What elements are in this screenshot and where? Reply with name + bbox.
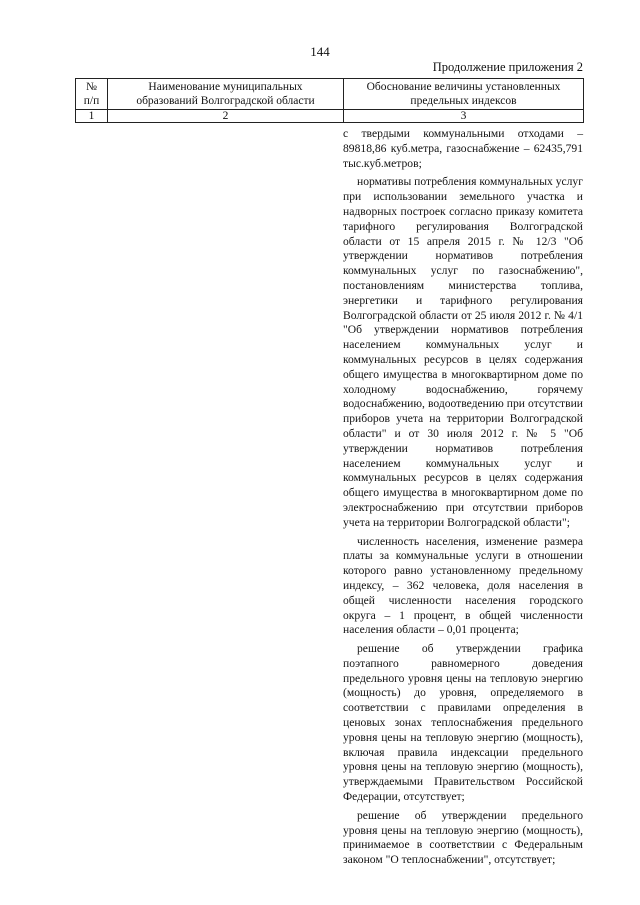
header-cell-line: образований Волгоградской области xyxy=(136,95,315,107)
appendix-continuation-note: Продолжение приложения 2 xyxy=(432,60,583,74)
paragraph: решение об утверждении графика поэтапного равномерного доведения предельного уровня цены на тепловую энергию (мощность) до уровня, определяемого в соответствии с правилами определения в ценовых зонах теплоснабжения предельного уровня цены на тепловую энергию (мощность), включая правила индексации предельного уровня цены на тепловую энергию (мощность), утверждаемыми Правительством Российской Федерации, отсутствует; xyxy=(343,642,583,804)
header-cell-line: п/п xyxy=(83,95,100,107)
header-cell-number xyxy=(76,79,108,110)
header-cell-municipality xyxy=(108,79,344,110)
header-row xyxy=(76,79,584,110)
paragraph: численность населения, изменение размера платы за коммунальные услуги в отношении которого равно установленному предельному индексу, – 362 человека, доля населения в общей численности населения городского округа – 1 процент, в общей численности населения области – 0,01 процента; xyxy=(343,534,583,637)
paragraph: с твердыми коммунальными отходами – 89818,86 куб.метра, газоснабжение – 62435,791 тыс.куб.метров; xyxy=(343,127,583,170)
column-number-row xyxy=(76,110,584,123)
header-cell-line: Наименование муниципальных xyxy=(148,81,303,93)
page-number: 144 xyxy=(310,44,330,59)
column-number-3: 3 xyxy=(344,110,584,123)
justification-text xyxy=(343,127,583,872)
paragraph: нормативы потребления коммунальных услуг при использовании земельного участка и надворных построек согласно приказу комитета тарифного регулирования Волгоградской области от 15 апреля 2015 г. № 12/3 "Об утверждении нормативов потребления коммунальных услуг по газоснабжению", постановлениям министерства топлива, энергетики и тарифного регулирования Волгоградской области от 25 июля 2012 г. № 4/1 "Об утверждении нормативов потребления населением коммунальных услуг и коммунальных ресурсов в целях содержания общего имущества в многоквартирном доме по холодному водоснабжению, горячему водоснабжению, водоотведению при отсутствии приборов учета на территории Волгоградской области" и от 30 июля 2012 г. № 5 "Об утверждении нормативов потребления населением коммунальных услуг и коммунальных ресурсов в целях содержания общего имущества в многоквартирном доме по электроснабжению при отсутствии приборов учета на территории Волгоградской области"; xyxy=(343,175,583,529)
column-number-2: 2 xyxy=(108,110,344,123)
header-cell-justification xyxy=(344,79,584,110)
header-cell-line: Обоснование величины установленных xyxy=(366,81,561,93)
header-cell-line: предельных индексов xyxy=(410,95,517,107)
column-number-1: 1 xyxy=(76,110,108,123)
paragraph: решение об утверждении предельного уровня цены на тепловую энергию (мощность), принимаемое в соответствии с Федеральным законом "О теплоснабжении", отсутствует; xyxy=(343,808,583,867)
header-cell-line: № xyxy=(86,81,97,93)
header-table xyxy=(75,78,584,123)
